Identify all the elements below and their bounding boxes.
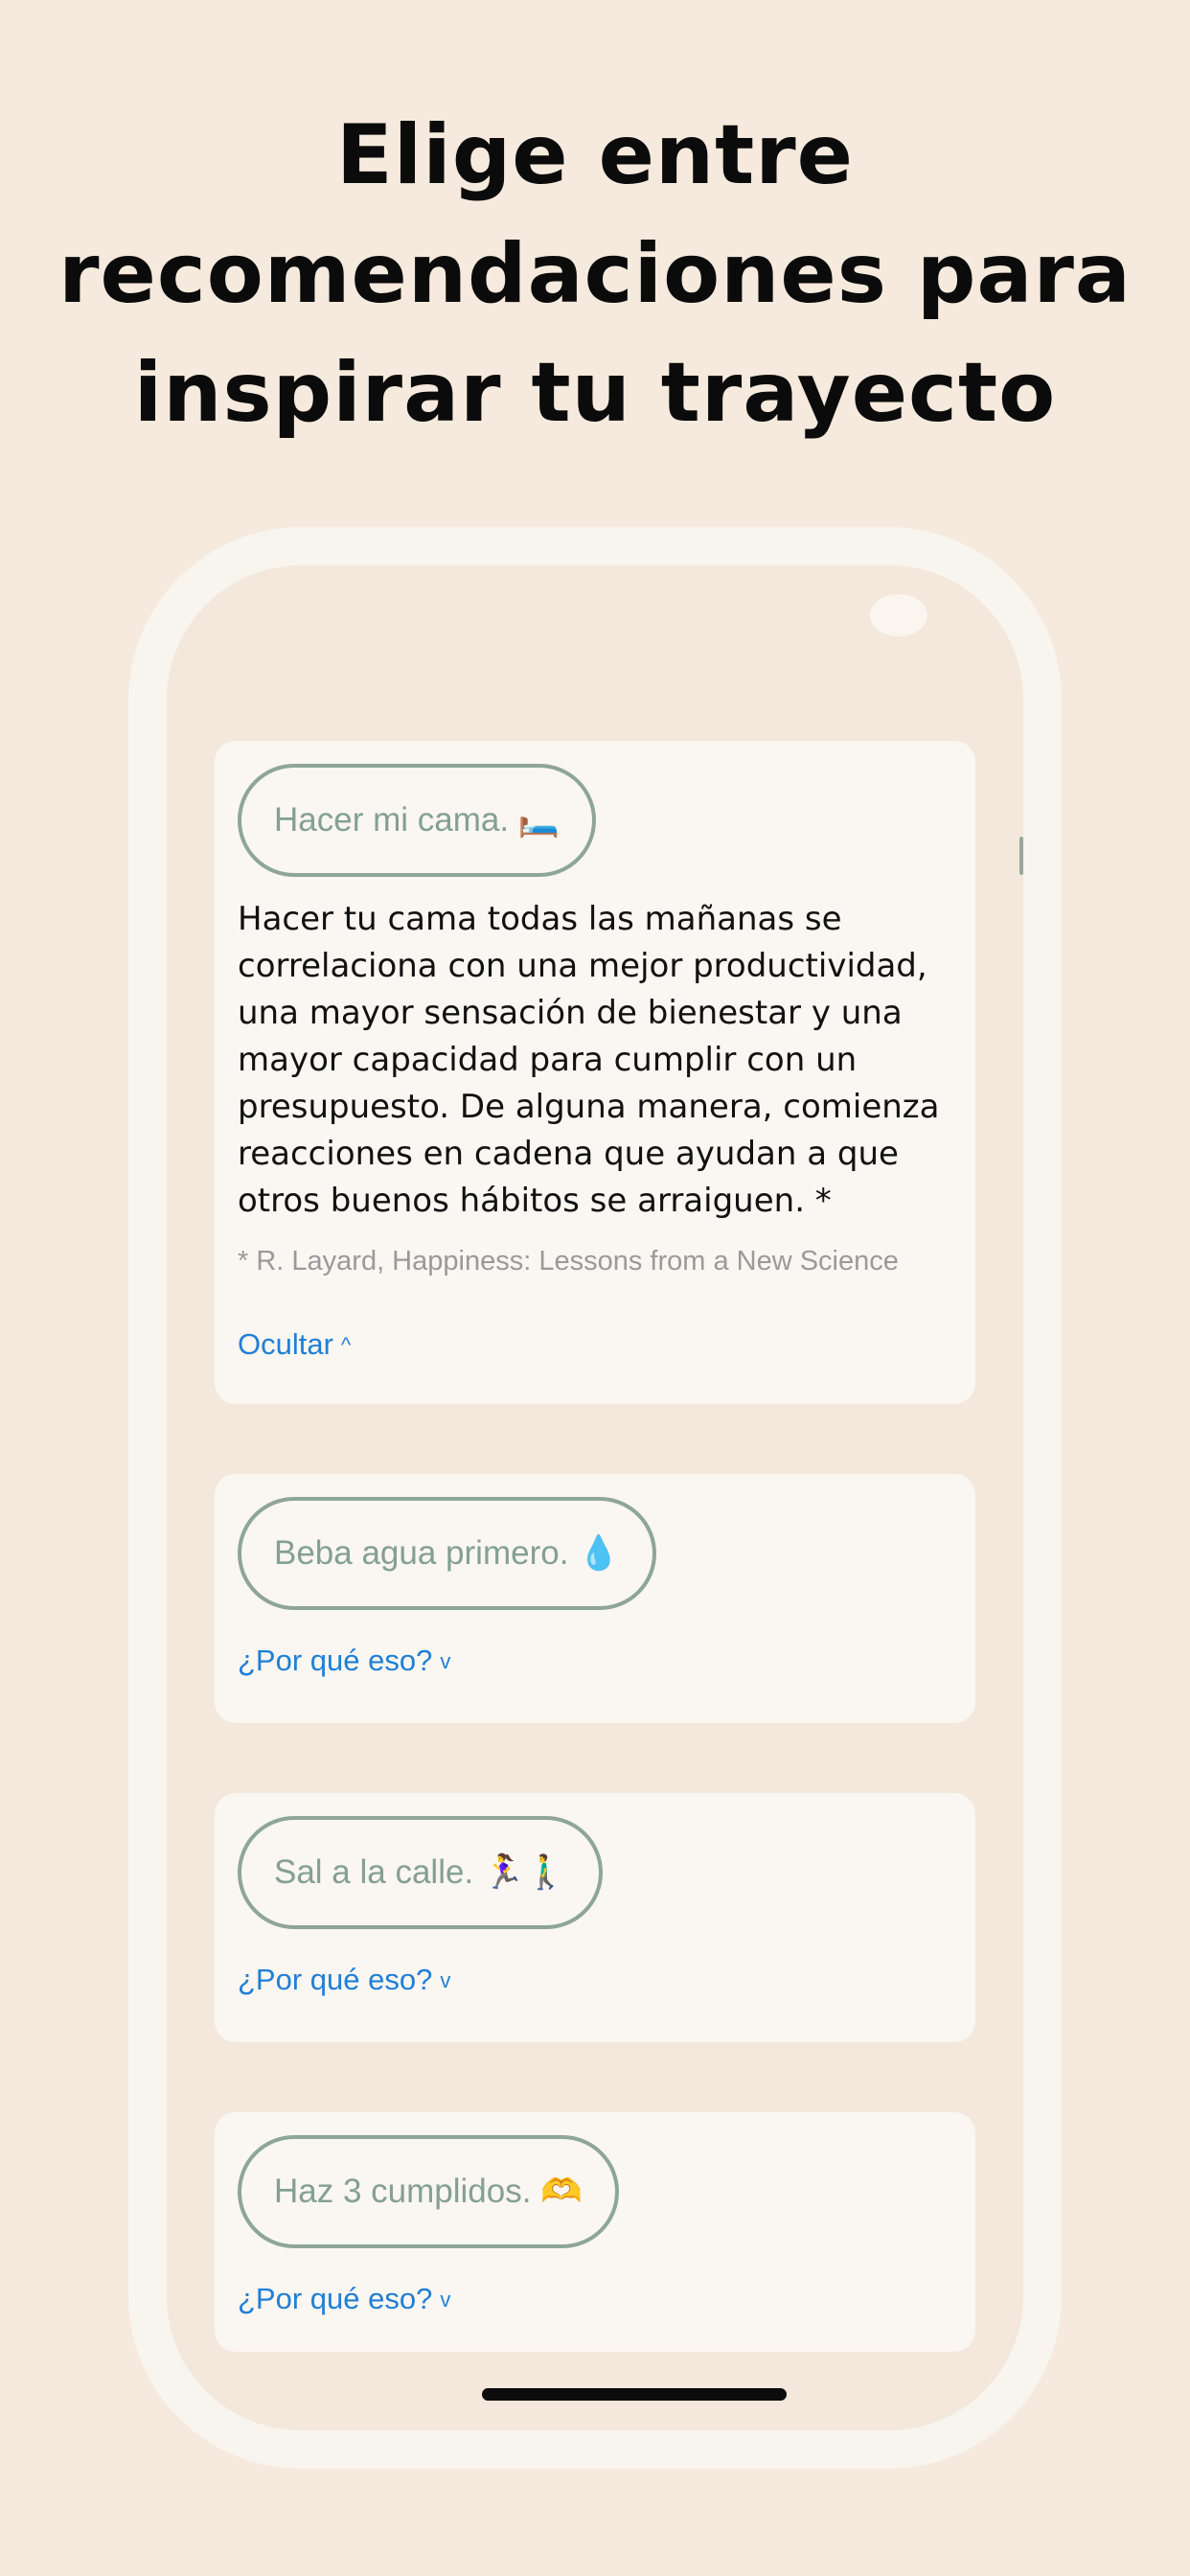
status-bar [167,565,1023,671]
why-link-outside[interactable] [238,1961,450,2000]
headline-line-3: inspirar tu trayecto [133,345,1057,441]
home-indicator[interactable] [482,2388,787,2401]
hide-explanation-label: Ocultar [238,1327,333,1361]
recommendation-pill-outside[interactable]: Sal a la calle. 🏃‍♀️🚶‍♂️ [238,1816,603,1929]
chevron-down-icon: v [440,1649,451,1673]
headline-line-2: recomendaciones para [58,226,1132,322]
chevron-up-icon: ^ [340,1333,352,1357]
recommendation-pill-bed[interactable]: Hacer mi cama. 🛏️ [238,764,596,877]
recommendation-card-bed [215,741,975,1404]
why-link-label: ¿Por qué eso? [238,1963,433,1996]
recommendation-pill-water[interactable]: Beba agua primero. 💧 [238,1497,656,1610]
chevron-down-icon: v [440,1968,451,1992]
recommendation-card-outside [215,1793,975,2042]
recommendation-card-water [215,1474,975,1723]
recommendation-source: * R. Layard, Happiness: Lessons from a New Science [238,1246,899,1276]
hide-explanation-link[interactable] [238,1325,351,1365]
why-link-label: ¿Por qué eso? [238,2282,433,2315]
recommendation-explanation: Hacer tu cama todas las mañanas se correlaciona con una mejor productividad, una mayor sensación de bienestar y una mayor capacidad para cumplir con un presupuesto. De alguna manera, comienza reacciones en cadena que ayudan a que otros buenos hábitos se arraiguen. * [238,900,940,1220]
chevron-down-icon: v [440,2288,451,2312]
headline-line-1: Elige entre [336,107,854,203]
scroll-indicator [1019,837,1023,875]
recommendation-pill-compliments[interactable]: Haz 3 cumplidos. 🫶 [238,2135,619,2248]
why-link-compliments[interactable] [238,2280,450,2319]
recommendation-card-compliments [215,2112,975,2352]
phone-screen [167,565,1023,2430]
why-link-label: ¿Por qué eso? [238,1644,433,1677]
status-indicator [870,594,927,636]
why-link-water[interactable] [238,1642,450,1681]
phone-frame [128,527,1062,2469]
page-headline [0,96,1190,452]
